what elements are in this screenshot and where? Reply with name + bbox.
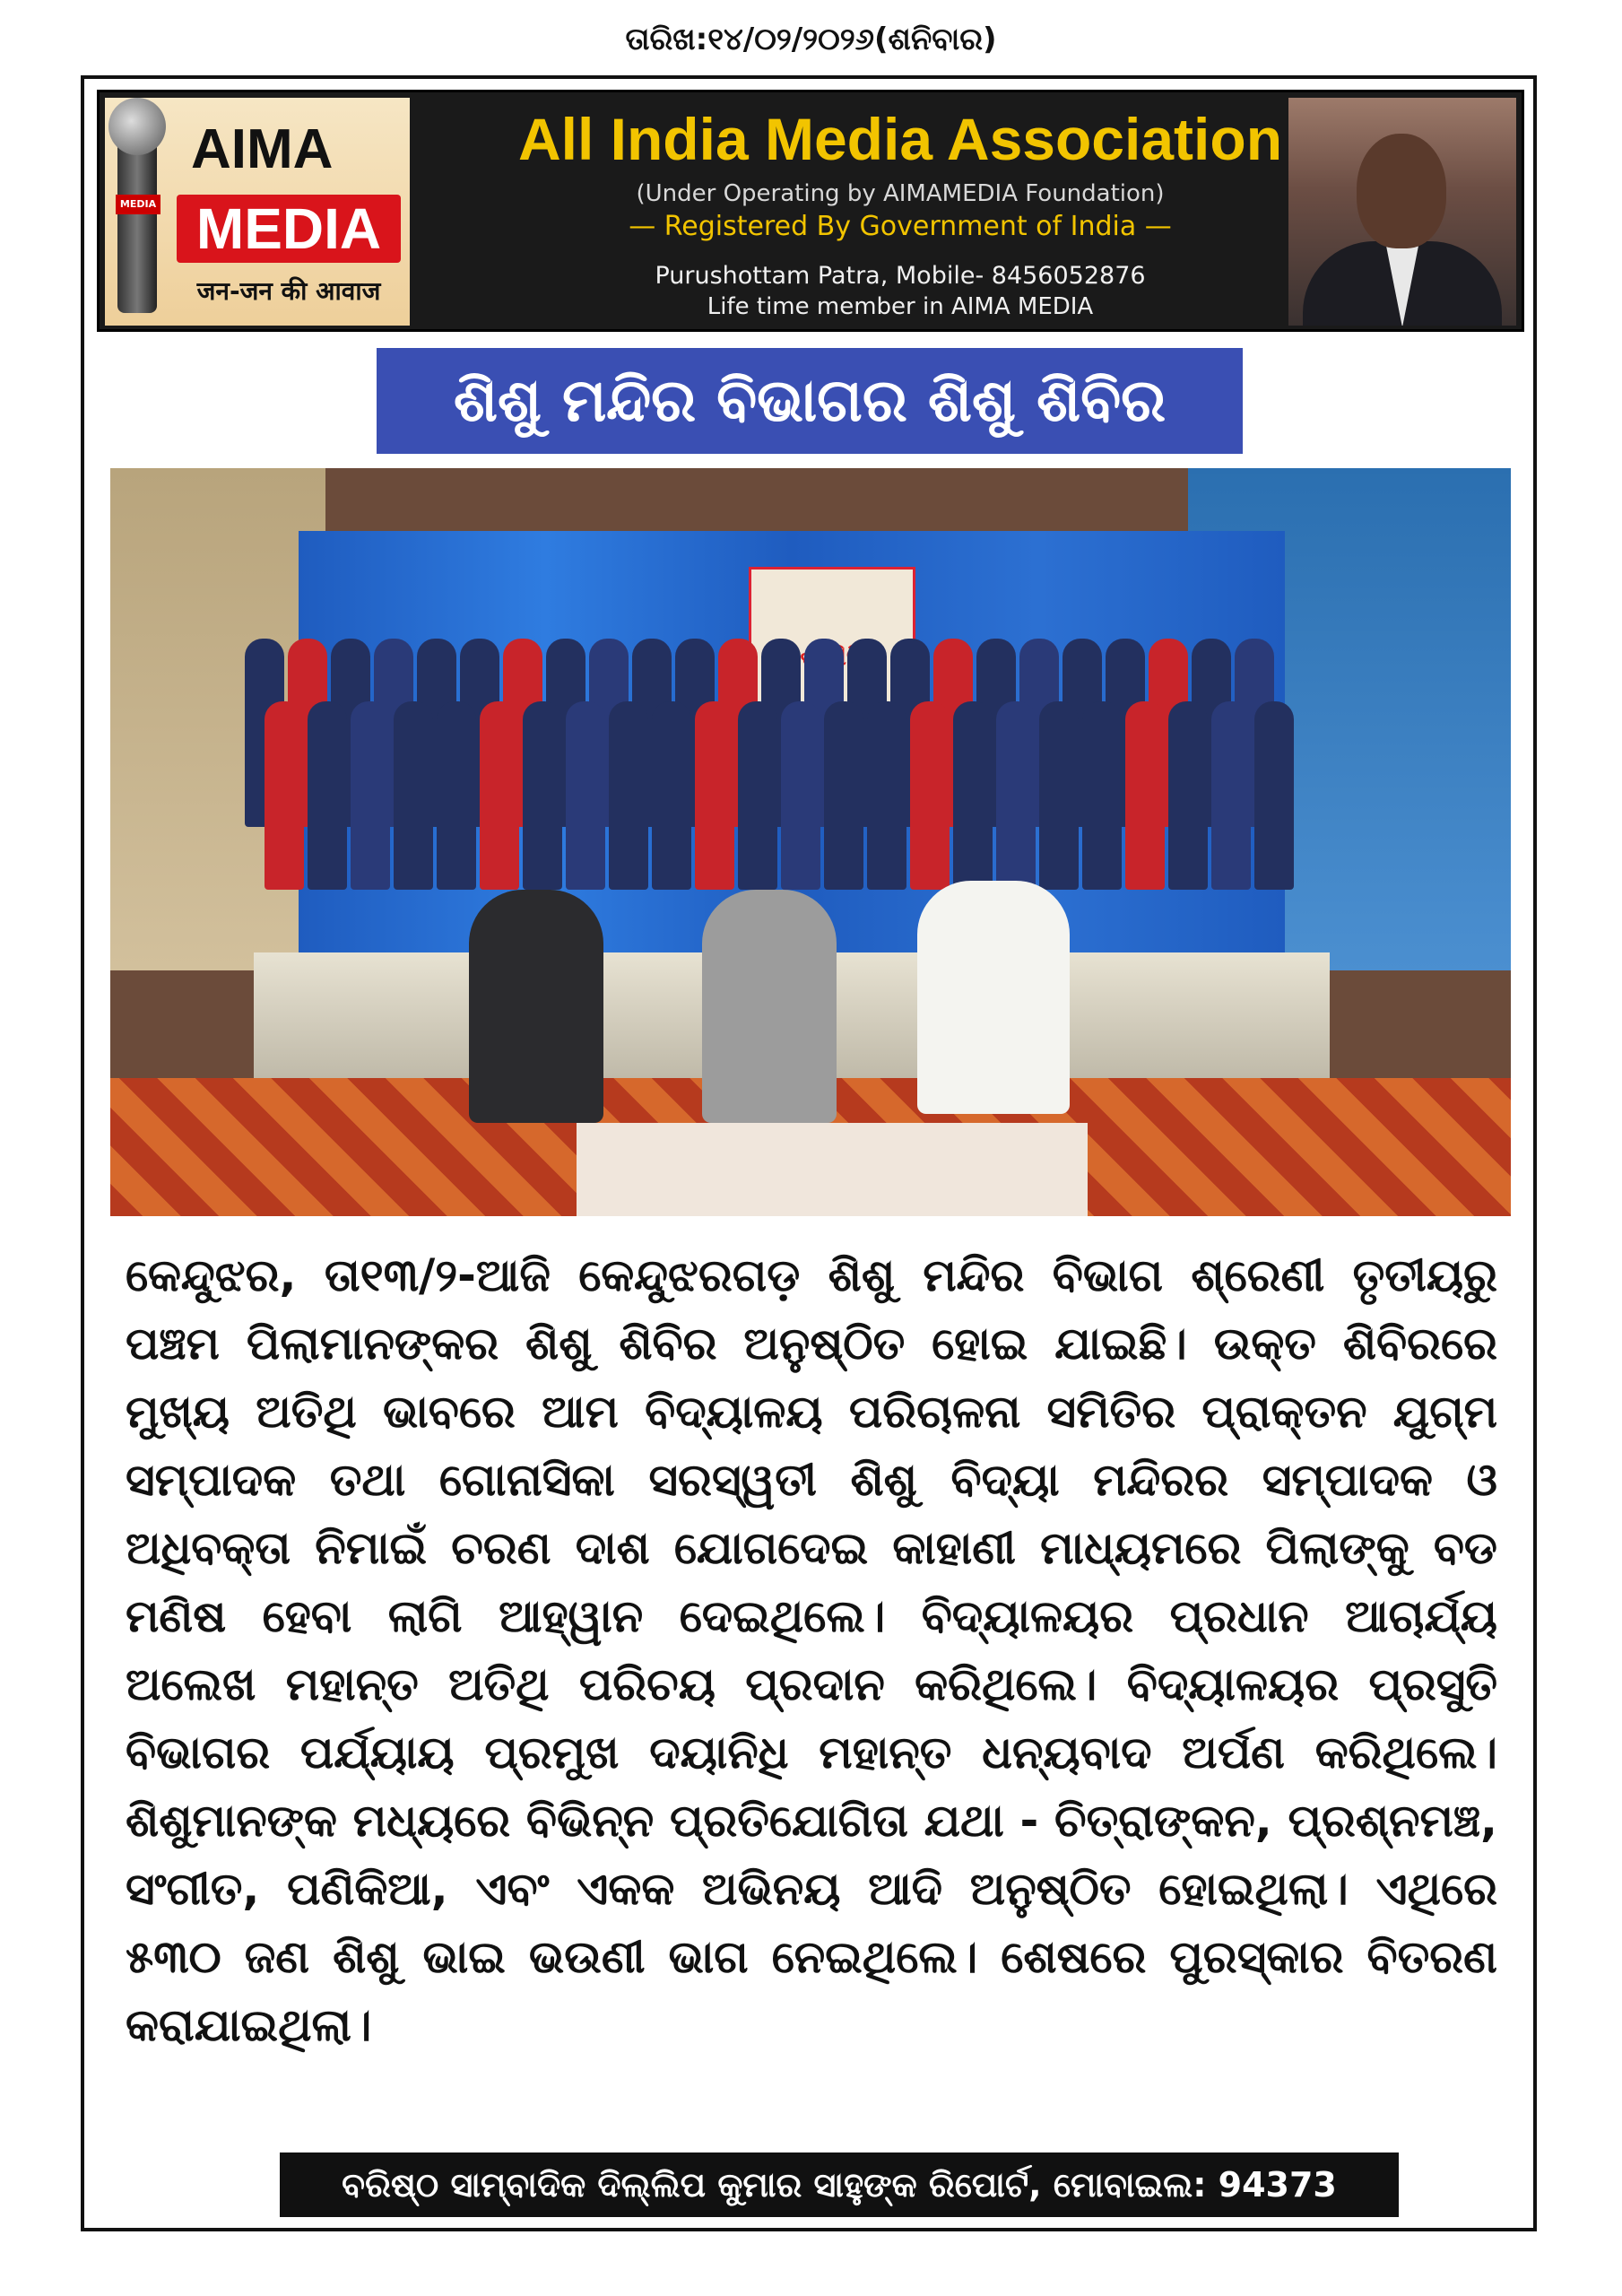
guest-left: [469, 890, 603, 1123]
header-banner: [97, 90, 1524, 332]
membership-status: Life time member in AIMA MEDIA: [707, 293, 1094, 320]
organization-subtitle: (Under Operating by AIMAMEDIA Foundation): [636, 180, 1165, 207]
child-figure: [824, 701, 863, 890]
child-figure: [953, 701, 993, 890]
child-figure: [781, 701, 820, 890]
article-headline: ଶିଶୁ ମନ୍ଦିର ବିଭାଗର ଶିଶୁ ଶିବିର: [377, 348, 1243, 454]
child-figure: [265, 701, 304, 890]
aima-media-logo: [105, 98, 410, 326]
logo-brand: AIMA: [191, 118, 334, 180]
child-figure: [609, 701, 648, 890]
organization-info: [421, 92, 1380, 329]
child-figure: [1082, 701, 1122, 890]
child-figure: [523, 701, 562, 890]
front-table: [577, 1123, 1088, 1216]
child-figure: [1168, 701, 1208, 890]
portrait-face: [1357, 134, 1446, 248]
organization-title: All India Media Association: [517, 106, 1283, 172]
child-figure: [1125, 701, 1165, 890]
report-date: ତାରିଖ:୧୪/୦୨/୨୦୨୬(ଶନିବାର): [625, 22, 997, 57]
child-figure: [867, 701, 906, 890]
member-name: Purushottam Patra, Mobile- 8456052876: [655, 262, 1146, 290]
guest-center: [702, 890, 837, 1123]
child-figure: [1039, 701, 1079, 890]
child-figure: [910, 701, 950, 890]
child-figure: [437, 701, 476, 890]
child-figure: [480, 701, 519, 890]
child-figure: [1211, 701, 1251, 890]
guest-right: [917, 881, 1070, 1114]
organization-registration: — Registered By Government of India —: [629, 211, 1172, 242]
child-figure: [566, 701, 605, 890]
child-figure: [695, 701, 734, 890]
child-figure: [738, 701, 777, 890]
child-figure: [351, 701, 390, 890]
member-portrait: [1288, 98, 1516, 326]
child-figure: [652, 701, 691, 890]
child-figure: [1254, 701, 1294, 890]
event-photo: [110, 468, 1511, 1216]
logo-media: MEDIA: [177, 195, 401, 263]
reporter-credit: ବରିଷ୍ଠ ସାମ୍ବାଦିକ ଦିଲ୍ଲିପ କୁମାର ସାହୁଙ୍କ ରିପୋର୍ଟ, ମୋବାଇଲ: 94373 78792: [280, 2152, 1399, 2217]
microphone-head-icon: [108, 98, 166, 155]
child-figure: [996, 701, 1036, 890]
mic-label: MEDIA: [116, 195, 160, 214]
logo-tagline: जन-जन की आवाज: [196, 276, 381, 306]
child-figure: [308, 701, 347, 890]
article-body: କେନ୍ଦୁଝର, ତା୧୩/୨-ଆଜି କେନ୍ଦୁଝରଗଡ଼ ଶିଶୁ ମନ୍ଦିର ବିଭାଗ ଶ୍ରେଣୀ ତୃତୀୟରୁ ପଞ୍ଚମ ପିଲାମାନଙ୍କର ଶିଶୁ ଶିବିର ଅନୁଷ୍ଠିତ ହୋଇ ଯାଇଛି। ଉକ୍ତ ଶିବିରରେ ମୁଖ୍ୟ ଅତିଥି ଭାବରେ ଆମ ବିଦ୍ୟାଳୟ ପରିଚାଳନା ସମିତିର ପ୍ରାକ୍ତନ ଯୁଗ୍ମ ସମ୍ପାଦକ ତଥା ଗୋନାସିକା ସରସ୍ୱତୀ ଶିଶୁ ବିଦ୍ୟା ମନ୍ଦିରର ସମ୍ପାଦକ ଓ ଅଧିବକ୍ତା ନିମାଇଁ ଚରଣ ଦାଶ ଯୋଗଦେଇ କାହାଣୀ ମାଧ୍ୟମରେ ପିଲାଙ୍କୁ ବଡ ମଣିଷ ହେବା ଲାଗି ଆହ୍ୱାନ ଦେଇଥିଲେ। ବିଦ୍ୟାଳୟର ପ୍ରଧାନ ଆଚାର୍ଯ୍ୟ ଅଲେଖ ମହାନ୍ତ ଅତିଥି ପରିଚୟ ପ୍ରଦାନ କରିଥିଲେ। ବିଦ୍ୟାଳୟର ପ୍ରସୁତି ବିଭାଗର ପର୍ଯ୍ୟାୟ ପ୍ରମୁଖ ଦୟାନିଧି ମହାନ୍ତ ଧନ୍ୟବାଦ ଅର୍ପଣ କରିଥିଲେ। ଶିଶୁମାନଙ୍କ ମଧ୍ୟରେ ବିଭିନ୍ନ ପ୍ରତିଯୋଗିତା ଯଥା - ଚିତ୍ରାଙ୍କନ, ପ୍ରଶ୍ନମଞ୍ଚ, ସଂଗୀତ, ପଣିକିଆ, ଏବଂ ଏକକ ଅଭିନୟ ଆଦି ଅନୁଷ୍ଠିତ ହୋଇଥିଲା। ଏଥିରେ ୫୩୦ ଜଣ ଶିଶୁ ଭାଇ ଭଉଣୀ ଭାଗ ନେଇଥିଲେ। ଶେଷରେ ପୁରସ୍କାର ବିତରଣ କରାଯାଇଥିଲା।: [126, 1249, 1497, 2051]
child-figure: [394, 701, 433, 890]
